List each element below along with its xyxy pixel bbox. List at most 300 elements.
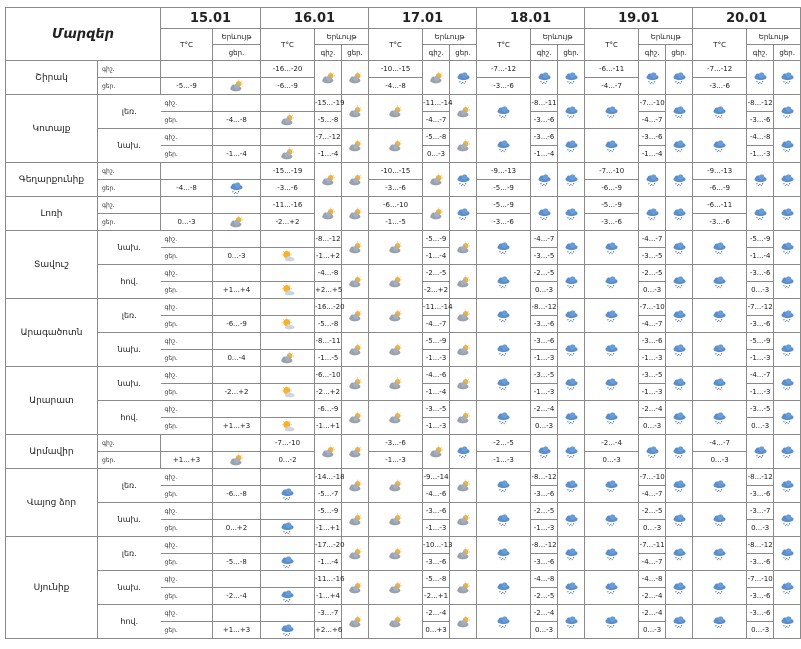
temp-cell: -3...-5 xyxy=(423,401,450,418)
cloud-snow-icon xyxy=(711,543,728,562)
cloud-snow-icon xyxy=(671,237,688,256)
empty-cell xyxy=(261,537,315,554)
cloud-snow-icon xyxy=(603,509,620,528)
cloud-sun-icon xyxy=(455,475,472,494)
weather-cell xyxy=(558,95,585,129)
weather-cell xyxy=(639,435,666,469)
cloud-snow-icon xyxy=(279,518,296,537)
cloud-snow-icon xyxy=(495,305,512,324)
temp-cell: -2...+2 xyxy=(315,384,342,401)
weather-cell xyxy=(558,163,585,197)
weather-cell xyxy=(423,197,450,231)
temp-cell: -4...-7 xyxy=(639,112,666,129)
region-name: Արագածոտն xyxy=(6,299,98,367)
temp-cell: -6...-10 xyxy=(369,197,423,214)
temp-cell: 0...-3 xyxy=(693,452,747,469)
temp-cell: -7...-10 xyxy=(747,571,774,588)
temp-header: T°C xyxy=(261,29,315,61)
temp-cell: -1...-4 xyxy=(213,146,261,163)
cloud-snow-icon xyxy=(671,509,688,528)
cloud-sun-icon xyxy=(347,169,364,188)
temp-cell: -3...-6 xyxy=(531,333,558,350)
period-label: ցեր. xyxy=(161,588,213,605)
temp-cell: -7...-10 xyxy=(639,299,666,316)
period-label: գիշ. xyxy=(161,333,213,350)
cloud-sun-icon xyxy=(455,373,472,392)
night-header: գիշ. xyxy=(639,45,666,61)
cloud-snow-icon xyxy=(279,552,296,571)
cloud-snow-icon xyxy=(563,305,580,324)
weather-cell xyxy=(342,231,369,265)
subregion-label: նախ. xyxy=(98,367,161,401)
region-name: Տավուշ xyxy=(6,231,98,299)
temp-cell: -3...-6 xyxy=(423,554,450,571)
temp-cell: -7...-12 xyxy=(747,299,774,316)
forecast-table xyxy=(5,7,801,639)
cloud-snow-icon xyxy=(752,203,769,222)
temp-cell: -1...+1 xyxy=(315,520,342,537)
date-header: 18.01 xyxy=(477,8,585,29)
temp-cell: -8...-12 xyxy=(531,469,558,486)
cloud-snow-icon xyxy=(495,509,512,528)
temp-cell: -4...-7 xyxy=(639,486,666,503)
temp-cell: -4...-7 xyxy=(531,231,558,248)
weather-cell xyxy=(585,231,639,265)
cloud-snow-icon xyxy=(711,577,728,596)
weather-cell xyxy=(774,537,801,571)
day-header: ցեր. xyxy=(774,45,801,61)
subregion-label: լեռ. xyxy=(98,469,161,503)
weather-cell xyxy=(666,605,693,639)
weather-cell xyxy=(477,231,531,265)
cloud-snow-icon xyxy=(671,611,688,630)
period-label: ցեր. xyxy=(98,78,161,95)
temp-cell: -5...-9 xyxy=(477,197,531,214)
weather-cell xyxy=(450,231,477,265)
weather-cell xyxy=(477,571,531,605)
regions-header: Մարզեր xyxy=(6,8,161,61)
cloud-snow-icon xyxy=(495,611,512,630)
weather-cell xyxy=(774,129,801,163)
cloud-snow-icon xyxy=(752,441,769,460)
temp-cell: -5...-7 xyxy=(315,486,342,503)
weather-cell xyxy=(261,520,315,537)
table-row xyxy=(6,503,801,520)
weather-cell xyxy=(369,129,423,163)
weather-cell xyxy=(774,197,801,231)
cloud-sun-icon xyxy=(455,577,472,596)
temp-cell: -1...-3 xyxy=(747,350,774,367)
period-label: գիշ. xyxy=(98,61,161,78)
weather-cell xyxy=(585,367,639,401)
cloud-sun-icon xyxy=(228,76,245,95)
temp-cell: -3...-6 xyxy=(585,214,639,231)
temp-cell: -1...-4 xyxy=(423,248,450,265)
cloud-sun-icon xyxy=(455,407,472,426)
temp-cell: -5...-8 xyxy=(315,112,342,129)
cloud-snow-icon xyxy=(563,101,580,120)
weather-header: Երևույթ xyxy=(423,29,477,45)
weather-cell xyxy=(558,469,585,503)
temp-cell: -16...-20 xyxy=(261,61,315,78)
cloud-snow-icon xyxy=(671,339,688,358)
cloud-snow-icon xyxy=(563,203,580,222)
cloud-snow-icon xyxy=(563,441,580,460)
empty-cell xyxy=(261,231,315,248)
temp-cell: -5...-8 xyxy=(213,554,261,571)
cloud-snow-icon xyxy=(711,407,728,426)
weather-cell xyxy=(774,401,801,435)
temp-cell: 0...-3 xyxy=(747,282,774,299)
weather-cell xyxy=(693,299,747,333)
weather-cell xyxy=(693,469,747,503)
temp-cell: -17...-20 xyxy=(315,537,342,554)
temp-cell: -2...+1 xyxy=(423,588,450,605)
cloud-snow-icon xyxy=(671,203,688,222)
temp-cell: -3...-6 xyxy=(531,554,558,571)
temp-cell: -15...-19 xyxy=(315,95,342,112)
temp-cell: -2...-5 xyxy=(639,265,666,282)
temp-cell: -1...-3 xyxy=(531,520,558,537)
temp-cell: -5...-9 xyxy=(585,197,639,214)
cloud-snow-icon xyxy=(779,373,796,392)
temp-cell: -3...-6 xyxy=(747,316,774,333)
temp-cell: -3...-6 xyxy=(369,435,423,452)
date-header: 16.01 xyxy=(261,8,369,29)
period-label: ցեր. xyxy=(161,282,213,299)
temp-cell: -4...-6 xyxy=(423,486,450,503)
table-row xyxy=(6,197,801,214)
weather-cell xyxy=(342,537,369,571)
weather-cell xyxy=(450,401,477,435)
cloud-snow-icon xyxy=(644,67,661,86)
weather-cell xyxy=(585,503,639,537)
temp-cell: -2...-5 xyxy=(531,265,558,282)
region-name: Վայոց ձոր xyxy=(6,469,98,537)
temp-cell: 0...-3 xyxy=(747,418,774,435)
empty-cell xyxy=(213,163,261,180)
weather-cell xyxy=(693,401,747,435)
weather-header: Երևույթ xyxy=(315,29,369,45)
day-header: ցեր. xyxy=(213,45,261,61)
temp-cell xyxy=(213,129,261,146)
temp-cell xyxy=(213,231,261,248)
period-label: գիշ. xyxy=(161,231,213,248)
period-label: գիշ. xyxy=(98,197,161,214)
temp-cell: -7...-10 xyxy=(639,469,666,486)
temp-cell: -4...-7 xyxy=(639,231,666,248)
subregion-label: նախ. xyxy=(98,503,161,537)
cloud-snow-icon xyxy=(671,67,688,86)
weather-cell xyxy=(693,231,747,265)
weather-cell xyxy=(666,265,693,299)
period-label: ցեր. xyxy=(161,112,213,129)
weather-cell xyxy=(423,435,450,469)
cloud-snow-icon xyxy=(671,407,688,426)
weather-cell xyxy=(585,401,639,435)
weather-cell xyxy=(693,129,747,163)
period-label: ցեր. xyxy=(98,452,161,469)
temp-cell: -1...-3 xyxy=(531,384,558,401)
cloud-snow-icon xyxy=(779,577,796,596)
period-label: ցեր. xyxy=(161,418,213,435)
temp-cell: 0...-3 xyxy=(423,146,450,163)
temp-cell: -3...-6 xyxy=(747,112,774,129)
sun-cloud-icon xyxy=(279,314,296,333)
weather-cell xyxy=(774,435,801,469)
weather-cell xyxy=(477,367,531,401)
weather-cell xyxy=(666,333,693,367)
cloud-snow-icon xyxy=(711,271,728,290)
weather-cell xyxy=(450,367,477,401)
cloud-sun-icon xyxy=(387,407,404,426)
weather-cell xyxy=(639,197,666,231)
temp-cell: -4...-7 xyxy=(693,435,747,452)
temp-cell: -1...-3 xyxy=(423,418,450,435)
temp-cell: 0...-3 xyxy=(639,622,666,639)
cloud-snow-icon xyxy=(603,543,620,562)
cloud-snow-icon xyxy=(779,543,796,562)
weather-cell xyxy=(693,265,747,299)
cloud-sun-icon xyxy=(347,407,364,426)
temp-cell: -6...-9 xyxy=(585,180,639,197)
temp-cell: -1...+1 xyxy=(315,418,342,435)
temp-cell: -3...-6 xyxy=(369,180,423,197)
temp-cell xyxy=(161,435,213,452)
temp-cell: -2...+2 xyxy=(423,282,450,299)
temp-cell: -3...-6 xyxy=(693,78,747,95)
night-header: գիշ. xyxy=(315,45,342,61)
temp-cell: -4...-7 xyxy=(747,367,774,384)
cloud-snow-icon xyxy=(779,475,796,494)
table-row xyxy=(6,435,801,452)
temp-cell: -5...-9 xyxy=(477,180,531,197)
cloud-sun-icon xyxy=(455,509,472,528)
cloud-sun-icon xyxy=(347,67,364,86)
cloud-snow-icon xyxy=(455,67,472,86)
temp-cell: -3...-6 xyxy=(747,605,774,622)
table-row xyxy=(6,571,801,588)
cloud-sun-icon xyxy=(387,135,404,154)
cloud-snow-icon xyxy=(752,67,769,86)
cloud-snow-icon xyxy=(495,407,512,426)
cloud-snow-icon xyxy=(779,339,796,358)
cloud-sun-icon xyxy=(387,611,404,630)
temp-cell: -3...-6 xyxy=(747,588,774,605)
weather-cell xyxy=(261,350,315,367)
weather-cell xyxy=(261,486,315,503)
cloud-snow-icon xyxy=(563,543,580,562)
weather-cell xyxy=(261,588,315,605)
weather-cell xyxy=(450,503,477,537)
period-label: գիշ. xyxy=(161,605,213,622)
cloud-snow-icon xyxy=(779,407,796,426)
temp-header: T°C xyxy=(477,29,531,61)
temp-cell: -8...-12 xyxy=(747,469,774,486)
weather-cell xyxy=(315,435,342,469)
sun-cloud-icon xyxy=(279,280,296,299)
temp-cell: -1...-4 xyxy=(315,146,342,163)
period-label: ցեր. xyxy=(161,316,213,333)
weather-cell xyxy=(693,503,747,537)
weather-cell xyxy=(450,95,477,129)
night-header: գիշ. xyxy=(531,45,558,61)
weather-cell xyxy=(342,435,369,469)
weather-cell xyxy=(666,367,693,401)
period-label: գիշ. xyxy=(98,163,161,180)
empty-cell xyxy=(261,605,315,622)
date-header: 19.01 xyxy=(585,8,693,29)
temp-cell: 0...-3 xyxy=(531,418,558,435)
cloud-sun-icon xyxy=(279,144,296,163)
temp-cell: -15...-19 xyxy=(261,163,315,180)
period-label: գիշ. xyxy=(161,95,213,112)
cloud-snow-icon xyxy=(711,135,728,154)
weather-cell xyxy=(450,537,477,571)
temp-cell xyxy=(161,61,213,78)
cloud-snow-icon xyxy=(779,611,796,630)
cloud-snow-icon xyxy=(752,169,769,188)
temp-cell xyxy=(213,571,261,588)
weather-cell xyxy=(261,554,315,571)
temp-cell: -1...-3 xyxy=(747,384,774,401)
temp-cell: -1...-3 xyxy=(477,452,531,469)
cloud-snow-icon xyxy=(495,101,512,120)
cloud-sun-icon xyxy=(387,543,404,562)
weather-cell xyxy=(585,605,639,639)
cloud-snow-icon xyxy=(779,169,796,188)
temp-cell: -3...-6 xyxy=(639,333,666,350)
weather-cell xyxy=(423,163,450,197)
weather-cell xyxy=(774,61,801,95)
cloud-snow-icon xyxy=(563,169,580,188)
cloud-sun-icon xyxy=(455,101,472,120)
weather-cell xyxy=(531,435,558,469)
cloud-snow-icon xyxy=(495,339,512,358)
subregion-label: հով. xyxy=(98,605,161,639)
subregion-label: նախ. xyxy=(98,231,161,265)
weather-cell xyxy=(450,333,477,367)
temp-cell: 0...-3 xyxy=(747,622,774,639)
temp-cell: -2...-4 xyxy=(531,401,558,418)
cloud-sun-icon xyxy=(347,509,364,528)
cloud-snow-icon xyxy=(495,475,512,494)
cloud-sun-icon xyxy=(347,339,364,358)
weather-cell xyxy=(261,316,315,333)
weather-cell xyxy=(369,571,423,605)
weather-cell xyxy=(747,61,774,95)
temp-cell: -8...-12 xyxy=(531,299,558,316)
subregion-label: նախ. xyxy=(98,333,161,367)
cloud-snow-icon xyxy=(563,475,580,494)
cloud-snow-icon xyxy=(603,577,620,596)
temp-cell: -1...+2 xyxy=(315,248,342,265)
weather-cell xyxy=(450,435,477,469)
cloud-snow-icon xyxy=(228,178,245,197)
temp-cell: -8...-12 xyxy=(747,95,774,112)
temp-header: T°C xyxy=(693,29,747,61)
temp-cell: -3...-6 xyxy=(531,486,558,503)
empty-cell xyxy=(261,95,315,112)
cloud-snow-icon xyxy=(603,339,620,358)
temp-cell xyxy=(161,197,213,214)
cloud-snow-icon xyxy=(603,135,620,154)
temp-cell: -4...-7 xyxy=(639,316,666,333)
temp-cell: -3...-5 xyxy=(639,367,666,384)
weather-cell xyxy=(369,231,423,265)
temp-cell xyxy=(161,163,213,180)
cloud-sun-icon xyxy=(428,169,445,188)
temp-cell: -3...-6 xyxy=(531,316,558,333)
cloud-snow-icon xyxy=(644,169,661,188)
cloud-sun-icon xyxy=(347,611,364,630)
cloud-snow-icon xyxy=(779,101,796,120)
temp-cell: -4...-7 xyxy=(423,316,450,333)
temp-cell: +1...+3 xyxy=(161,452,213,469)
temp-cell: -3...-6 xyxy=(477,78,531,95)
temp-cell: -2...+2 xyxy=(213,384,261,401)
weather-cell xyxy=(774,503,801,537)
empty-cell xyxy=(261,129,315,146)
temp-cell: -4...-8 xyxy=(639,571,666,588)
temp-cell: -3...-6 xyxy=(747,486,774,503)
temp-cell: -1...-4 xyxy=(639,146,666,163)
table-row xyxy=(6,231,801,248)
weather-header: Երևույթ xyxy=(639,29,693,45)
temp-cell: -5...-9 xyxy=(423,333,450,350)
temp-cell: 0...-3 xyxy=(531,622,558,639)
weather-cell xyxy=(261,384,315,401)
cloud-snow-icon xyxy=(603,101,620,120)
weather-cell xyxy=(585,129,639,163)
cloud-snow-icon xyxy=(711,475,728,494)
cloud-snow-icon xyxy=(779,203,796,222)
cloud-snow-icon xyxy=(671,169,688,188)
weather-cell xyxy=(369,469,423,503)
cloud-snow-icon xyxy=(779,509,796,528)
weather-cell xyxy=(213,214,261,231)
weather-cell xyxy=(666,231,693,265)
temp-cell: +1...+3 xyxy=(213,622,261,639)
temp-cell: -2...-4 xyxy=(639,588,666,605)
weather-cell xyxy=(693,333,747,367)
cloud-sun-icon xyxy=(455,543,472,562)
region-name: Գեղարքունիք xyxy=(6,163,98,197)
cloud-snow-icon xyxy=(671,135,688,154)
weather-cell xyxy=(477,537,531,571)
temp-cell: -1...-4 xyxy=(747,248,774,265)
cloud-snow-icon xyxy=(495,237,512,256)
weather-cell xyxy=(558,197,585,231)
cloud-snow-icon xyxy=(603,407,620,426)
cloud-sun-icon xyxy=(428,441,445,460)
temp-cell: -8...-11 xyxy=(531,95,558,112)
cloud-snow-icon xyxy=(563,509,580,528)
region-name: Արարատ xyxy=(6,367,98,435)
weather-cell xyxy=(342,95,369,129)
weather-cell xyxy=(477,469,531,503)
weather-cell xyxy=(558,61,585,95)
table-row xyxy=(6,265,801,282)
cloud-snow-icon xyxy=(711,339,728,358)
cloud-snow-icon xyxy=(671,305,688,324)
cloud-snow-icon xyxy=(455,441,472,460)
weather-header: Երևույթ xyxy=(213,29,261,45)
cloud-snow-icon xyxy=(536,441,553,460)
temp-cell: 0...-3 xyxy=(747,520,774,537)
temp-cell: -3...-6 xyxy=(477,214,531,231)
temp-cell: 0...-3 xyxy=(213,248,261,265)
